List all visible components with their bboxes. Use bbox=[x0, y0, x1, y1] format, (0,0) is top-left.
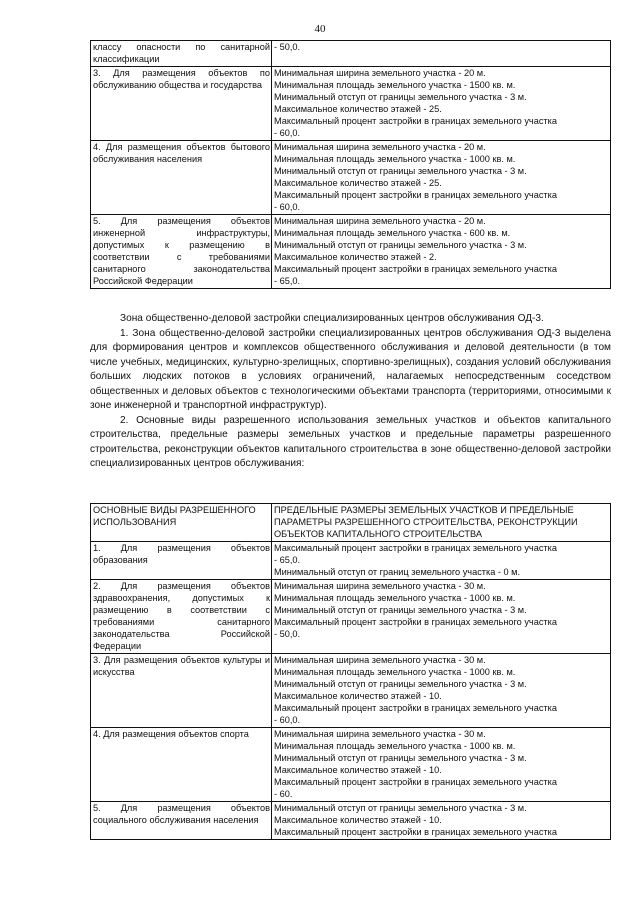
parameter-line: Минимальный отступ от границ земельного участка - 0 м. bbox=[274, 567, 521, 577]
parameter-line: Минимальная ширина земельного участка - 20 м. bbox=[274, 216, 486, 226]
parameter-line: - 65,0. bbox=[274, 276, 301, 286]
header-permitted-uses: ОСНОВНЫЕ ВИДЫ РАЗРЕШЕННОГО ИСПОЛЬЗОВАНИЯ bbox=[91, 504, 272, 542]
use-type-cell: 4. Для размещения объектов спорта bbox=[91, 728, 272, 802]
page-number: 40 bbox=[314, 23, 326, 35]
header-limit-parameters: ПРЕДЕЛЬНЫЕ РАЗМЕРЫ ЗЕМЕЛЬНЫХ УЧАСТКОВ И ПРЕДЕЛЬНЫЕ ПАРАМЕТРЫ РАЗРЕШЕННОГО СТРОИТЕЛЬСТВА, РЕКОНСТРУКЦИИ ОБЪЕКТОВ КАПИТАЛЬНОГО СТРОИТЕЛЬСТВА bbox=[272, 504, 611, 542]
parameter-line: Минимальная ширина земельного участка - 20 м. bbox=[274, 68, 486, 78]
parameter-line: Минимальная ширина земельного участка - 20 м. bbox=[274, 142, 486, 152]
parameters-cell bbox=[272, 654, 611, 728]
use-type-cell: 5. Для размещения объектов инженерной инфраструктуры, допустимых к размещению в соответствии с требованиями санитарного законодательства Российской Федерации bbox=[91, 215, 272, 289]
parameter-line: Минимальный отступ от границы земельного участка - 3 м. bbox=[274, 92, 527, 102]
parameter-line: Минимальная площадь земельного участка - 1500 кв. м. bbox=[274, 80, 516, 90]
parameter-line: Максимальное количество этажей - 2. bbox=[274, 252, 437, 262]
parameter-line: Максимальный процент застройки в границах земельного участка bbox=[274, 264, 557, 274]
parameter-line: Максимальный процент застройки в границах земельного участка bbox=[274, 703, 557, 713]
parameter-line: Максимальное количество этажей - 10. bbox=[274, 765, 442, 775]
parameter-line: Максимальное количество этажей - 25. bbox=[274, 104, 442, 114]
parameters-cell bbox=[272, 215, 611, 289]
parameter-line: - 50,0. bbox=[274, 42, 301, 52]
table-body bbox=[91, 542, 611, 840]
parameter-line: Минимальный отступ от границы земельного участка - 3 м. bbox=[274, 605, 527, 615]
parameter-line: Максимальный процент застройки в границах земельного участка bbox=[274, 617, 557, 627]
parameter-line: Максимальный процент застройки в границах земельного участка bbox=[274, 777, 557, 787]
table-row bbox=[91, 41, 611, 67]
parameter-line: Минимальный отступ от границы земельного участка - 3 м. bbox=[274, 240, 527, 250]
parameter-line: - 50,0. bbox=[274, 629, 301, 639]
table-row bbox=[91, 542, 611, 580]
od3-parameters-table bbox=[90, 503, 611, 840]
zone-title: Зона общественно-деловой застройки специализированных центров обслуживания ОД-3. bbox=[120, 313, 544, 324]
parameters-cell bbox=[272, 728, 611, 802]
use-type-cell: 1. Для размещения объектов образования bbox=[91, 542, 272, 580]
parameters-cell bbox=[272, 802, 611, 840]
parameter-line: - 60,0. bbox=[274, 128, 301, 138]
use-type-cell: 3. Для размещения объектов по обслуживанию общества и государства bbox=[91, 67, 272, 141]
use-type-cell: 3. Для размещения объектов культуры и искусства bbox=[91, 654, 272, 728]
parameter-line: Минимальная ширина земельного участка - 30 м. bbox=[274, 655, 486, 665]
parameter-line: Максимальный процент застройки в границах земельного участка bbox=[274, 116, 557, 126]
parameter-line: Минимальная площадь земельного участка - 1000 кв. м. bbox=[274, 593, 516, 603]
use-type-cell: 5. Для размещения объектов социального обслуживания населения bbox=[91, 802, 272, 840]
use-type-cell: 2. Для размещения объектов здравоохранения, допустимых к размещению в соответствии с требованиями санитарного законодательства Российской Федерации bbox=[91, 580, 272, 654]
parameter-line: - 60,0. bbox=[274, 202, 301, 212]
table-header-row bbox=[91, 504, 611, 542]
parameter-line: - 65,0. bbox=[274, 555, 301, 565]
parameter-line: - 60,0. bbox=[274, 715, 301, 725]
parameter-line: Максимальный процент застройки в границах земельного участка bbox=[274, 827, 557, 837]
table-row bbox=[91, 67, 611, 141]
parameter-line: Минимальный отступ от границы земельного участка - 3 м. bbox=[274, 803, 527, 813]
table-row bbox=[91, 580, 611, 654]
table-row bbox=[91, 802, 611, 840]
parameters-cell bbox=[272, 141, 611, 215]
permitted-use-intro-paragraph: 2. Основные виды разрешенного использования земельных участков и объектов капитального строительства, предельные размеры земельных участков и предельные параметры разрешенного строительства, реконструкции объектов капитального строительства в зоне общественно-деловой застройки специализированных центров обслуживания: bbox=[90, 414, 611, 469]
table-body bbox=[91, 41, 611, 289]
zone-parameters-table-continued bbox=[90, 40, 611, 289]
parameters-cell bbox=[272, 41, 611, 67]
parameter-line: Минимальная ширина земельного участка - 30 м. bbox=[274, 729, 486, 739]
table-row bbox=[91, 141, 611, 215]
parameter-line: Минимальная площадь земельного участка - 600 кв. м. bbox=[274, 228, 511, 238]
table-row bbox=[91, 215, 611, 289]
parameter-line: Максимальное количество этажей - 25. bbox=[274, 178, 442, 188]
use-type-cell: 4. Для размещения объектов бытового обслуживания населения bbox=[91, 141, 272, 215]
use-type-cell: классу опасности по санитарной классификации bbox=[91, 41, 272, 67]
table-row bbox=[91, 654, 611, 728]
parameter-line: Минимальная площадь земельного участка - 1000 кв. м. bbox=[274, 667, 516, 677]
zone-description-paragraph: 1. Зона общественно-деловой застройки специализированных центров обслуживания ОД-3 выделена для формирования центров и комплексов общественного обслуживания и деловой деятельности (в том числе учебных, медицинских, культурно-зрелищных, спортивно-зрелищных), создания условий обслуживания больших людских потоков в условиях ограничений, налагаемых непосредственным соседством общественных и деловых объектов с технологическими объектами транспорта (территориями, относимыми к зоне инженерной и транспортной инфраструктур). bbox=[90, 327, 611, 411]
parameters-cell bbox=[272, 580, 611, 654]
parameter-line: Максимальное количество этажей - 10. bbox=[274, 815, 442, 825]
parameter-line: Минимальная площадь земельного участка - 1000 кв. м. bbox=[274, 741, 516, 751]
parameter-line: Максимальное количество этажей - 10. bbox=[274, 691, 442, 701]
parameter-line: Минимальный отступ от границы земельного участка - 3 м. bbox=[274, 679, 527, 689]
parameter-line: Минимальный отступ от границы земельного участка - 3 м. bbox=[274, 166, 527, 176]
parameter-line: Минимальный отступ от границы земельного участка - 3 м. bbox=[274, 753, 527, 763]
parameters-cell bbox=[272, 542, 611, 580]
parameter-line: - 60. bbox=[274, 789, 293, 799]
parameter-line: Максимальный процент застройки в границах земельного участка bbox=[274, 190, 557, 200]
parameter-line: Минимальная ширина земельного участка - 30 м. bbox=[274, 581, 486, 591]
parameters-cell bbox=[272, 67, 611, 141]
parameter-line: Минимальная площадь земельного участка - 1000 кв. м. bbox=[274, 154, 516, 164]
table-row bbox=[91, 728, 611, 802]
zone-od3-section bbox=[90, 312, 611, 472]
parameter-line: Максимальный процент застройки в границах земельного участка bbox=[274, 543, 557, 553]
